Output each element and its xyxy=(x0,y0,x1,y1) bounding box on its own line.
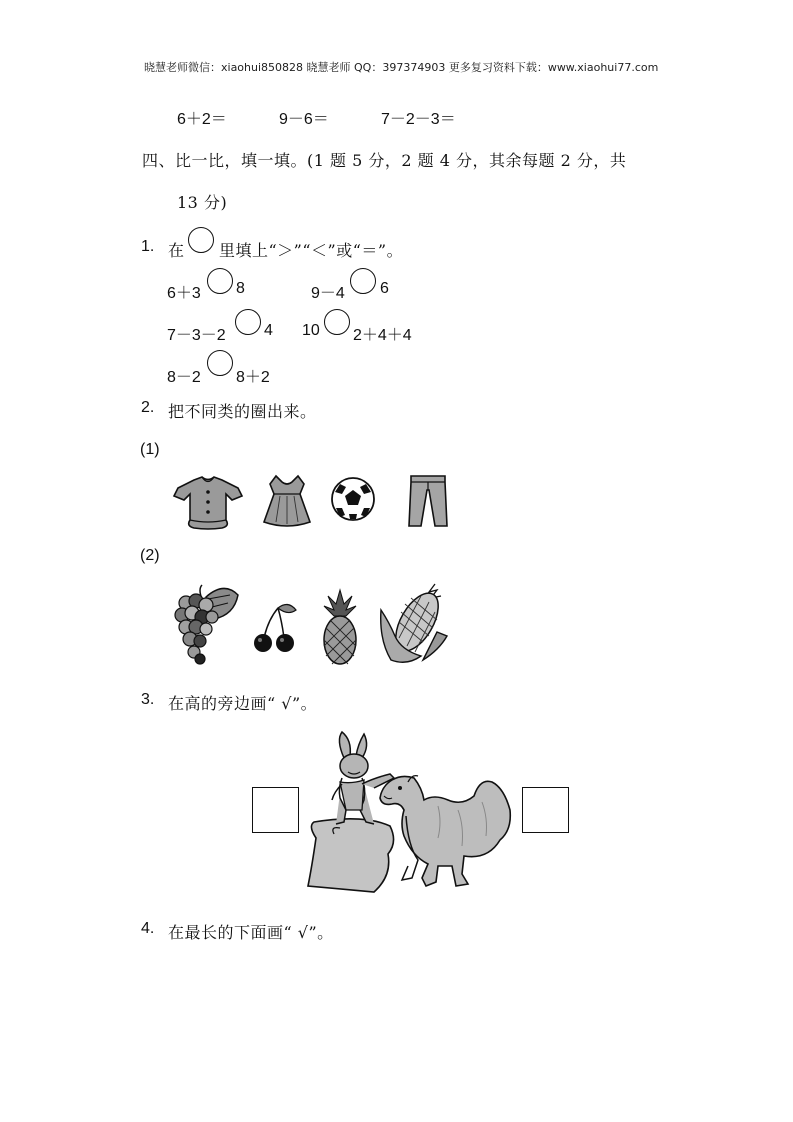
answer-box-right[interactable] xyxy=(522,787,569,833)
page-header: 晓慧老师微信：xiaohui850828 晓慧老师 QQ：397374903 更多复习资料下载：www.xiaohui77.com xyxy=(144,61,659,74)
compare-right: 8 xyxy=(236,280,245,297)
compare-circle[interactable] xyxy=(324,309,350,335)
q2-text: 把不同类的圈出来。 xyxy=(168,402,317,421)
q2-sub2-label: (2) xyxy=(140,547,160,564)
section-title-cont: 13 分) xyxy=(177,193,228,212)
compare-circle[interactable] xyxy=(207,350,233,376)
compare-left: 10 xyxy=(302,322,320,339)
q2-number: 2. xyxy=(141,399,155,416)
soccer-ball-icon[interactable] xyxy=(330,474,376,524)
compare-circle[interactable] xyxy=(207,268,233,294)
prev-expression-2: 9－6＝ xyxy=(279,111,329,128)
q1-prefix: 在 xyxy=(168,241,185,260)
q2-sub1-label: (1) xyxy=(140,441,160,458)
q4-number: 4. xyxy=(141,920,155,937)
q3-number: 3. xyxy=(141,691,155,708)
compare-right: 8＋2 xyxy=(236,369,270,386)
camel-illustration xyxy=(378,766,514,896)
prev-expression-1: 6＋2＝ xyxy=(177,111,227,128)
pineapple-icon[interactable] xyxy=(320,588,360,666)
compare-right: 2＋4＋4 xyxy=(353,327,412,344)
compare-right: 4 xyxy=(264,322,273,339)
q1-instruction-circle xyxy=(188,227,214,253)
grapes-icon[interactable] xyxy=(172,579,240,667)
compare-left: 7－3－2 xyxy=(167,327,226,344)
pants-icon[interactable] xyxy=(407,474,449,528)
answer-box-left[interactable] xyxy=(252,787,299,833)
compare-circle[interactable] xyxy=(235,309,261,335)
cherries-icon[interactable] xyxy=(252,600,296,654)
prev-expression-3: 7－2－3＝ xyxy=(381,111,456,128)
section-title: 四、比一比，填一填。(1 题 5 分，2 题 4 分，其余每题 2 分，共 xyxy=(142,151,627,170)
compare-left: 9－4 xyxy=(311,285,345,302)
compare-circle[interactable] xyxy=(350,268,376,294)
compare-left: 6＋3 xyxy=(167,285,201,302)
dress-icon[interactable] xyxy=(256,474,318,530)
q1-text: 里填上“＞”“＜”或“＝”。 xyxy=(219,241,404,260)
q4-text: 在最长的下面画“ √”。 xyxy=(168,923,334,942)
compare-right: 6 xyxy=(380,280,389,297)
q1-number: 1. xyxy=(141,238,155,255)
corn-icon[interactable] xyxy=(377,580,449,666)
shirt-icon[interactable] xyxy=(172,474,244,530)
compare-left: 8－2 xyxy=(167,369,201,386)
q3-text: 在高的旁边画“ √”。 xyxy=(168,694,318,713)
